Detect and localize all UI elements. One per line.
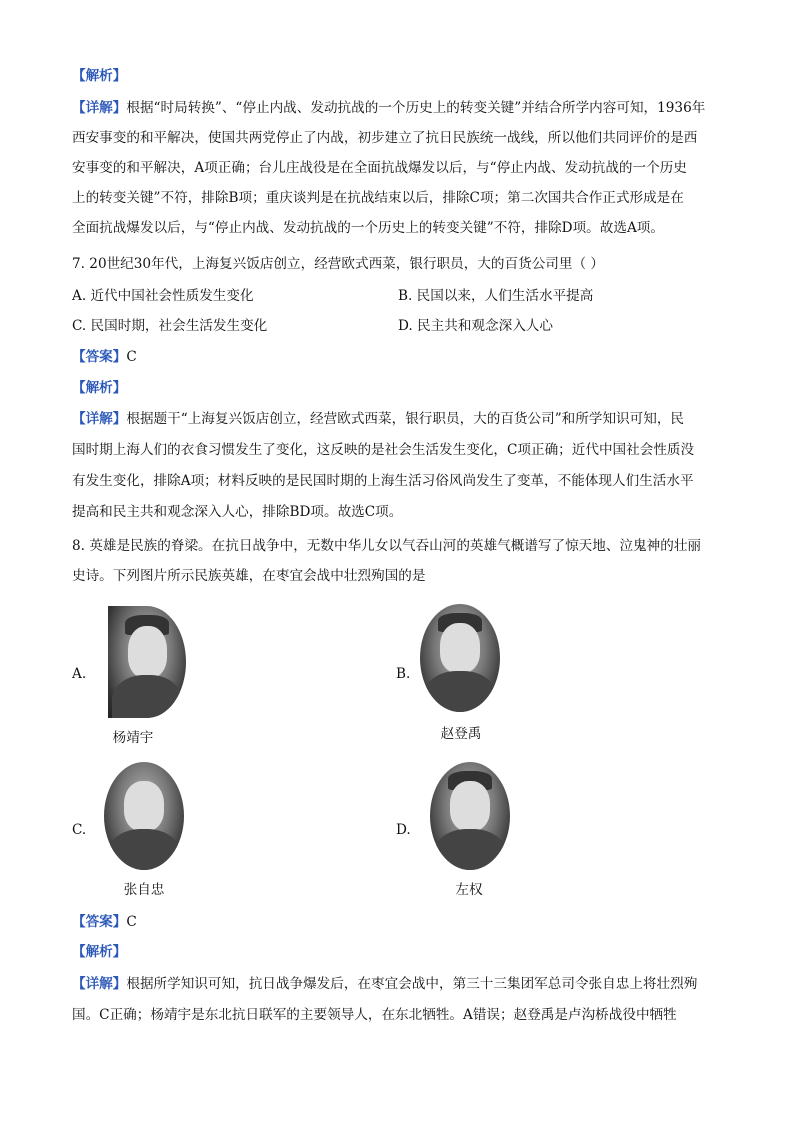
q7-option-d: D. 民主共和观念深入人心 bbox=[398, 318, 553, 334]
q8-option-d-letter: D. bbox=[396, 822, 411, 838]
q7-option-b: B. 民国以来，人们生活水平提高 bbox=[398, 288, 594, 304]
q6-detail: 【详解】根据“时局转换”、“停止内战、发动抗战的一个历史上的转变关键”并结合所学内容可知，1936年 bbox=[72, 100, 706, 116]
q8-option-c-letter: C. bbox=[72, 822, 87, 838]
analysis-label: 【解析】 bbox=[72, 380, 127, 396]
portrait-c-image bbox=[104, 762, 184, 870]
q7-detail-line: 提高和民主共和观念深入人心，排除BD项。故选C项。 bbox=[72, 504, 403, 520]
q8-detail-line: 国。C正确；杨靖宇是东北抗日联军的主要领导人，在东北牺牲。A错误；赵登禹是卢沟桥战役中牺牲 bbox=[72, 1007, 677, 1023]
q6-detail-line: 全面抗战爆发以后，与“停止内战、发动抗战的一个历史上的转变关键”不符，排除D项。故选A项。 bbox=[72, 220, 664, 236]
q7-option-a: A. 近代中国社会性质发生变化 bbox=[72, 288, 254, 304]
q8-stem: 8. 英雄是民族的脊梁。在抗日战争中，无数中华儿女以气吞山河的英雄气概谱写了惊天地、泣鬼神的壮丽 bbox=[72, 538, 702, 554]
q8-option-d-name: 左权 bbox=[455, 882, 483, 898]
q7-detail-line: 国时期上海人们的衣食习惯发生了变化，这反映的是社会生活发生变化，C项正确；近代中国社会性质没 bbox=[72, 442, 695, 458]
detail-label: 【详解】 bbox=[72, 100, 127, 116]
q8-option-b-name: 赵登禹 bbox=[440, 726, 482, 742]
q8-option-a-name: 杨靖宇 bbox=[112, 730, 154, 746]
q6-detail-line: 西安事变的和平解决，使国共两党停止了内战，初步建立了抗日民族统一战线，所以他们共同评价的是西 bbox=[72, 130, 698, 146]
q6-detail-line: 上的转变关键”不符，排除B项；重庆谈判是在抗战结束以后，排除C项；第二次国共合作正式形成是在 bbox=[72, 190, 684, 206]
analysis-label: 【解析】 bbox=[72, 68, 127, 84]
analysis-label: 【解析】 bbox=[72, 944, 127, 960]
q8-detail: 【详解】根据所学知识可知，抗日战争爆发后，在枣宜会战中，第三十三集团军总司令张自忠上将壮烈殉 bbox=[72, 976, 698, 992]
q7-detail: 【详解】根据题干“上海复兴饭店创立，经营欧式西菜，银行职员，大的百货公司”和所学知识可知，民 bbox=[72, 411, 685, 427]
portrait-a-image bbox=[108, 606, 186, 718]
q7-stem: 7. 20世纪30年代，上海复兴饭店创立，经营欧式西菜，银行职员，大的百货公司里（ ） bbox=[72, 256, 604, 272]
q7-detail-line: 有发生变化，排除A项；材料反映的是民国时期的上海生活习俗风尚发生了变革，不能体现人们生活水平 bbox=[72, 473, 694, 489]
q7-answer: 【答案】C bbox=[72, 349, 137, 365]
q7-option-c: C. 民国时期，社会生活发生变化 bbox=[72, 318, 268, 334]
q8-option-c-name: 张自忠 bbox=[123, 882, 165, 898]
q8-answer: 【答案】C bbox=[72, 914, 137, 930]
q8-option-a-letter: A. bbox=[72, 666, 87, 682]
portrait-d-image bbox=[430, 762, 510, 870]
portrait-b-image bbox=[420, 604, 500, 712]
q8-option-b-letter: B. bbox=[396, 666, 411, 682]
q6-detail-line: 安事变的和平解决，A项正确；台儿庄战役是在全面抗战爆发以后，与“停止内战、发动抗战的一个历史 bbox=[72, 160, 687, 176]
q8-stem-line: 史诗。下列图片所示民族英雄，在枣宜会战中壮烈殉国的是 bbox=[72, 568, 426, 584]
